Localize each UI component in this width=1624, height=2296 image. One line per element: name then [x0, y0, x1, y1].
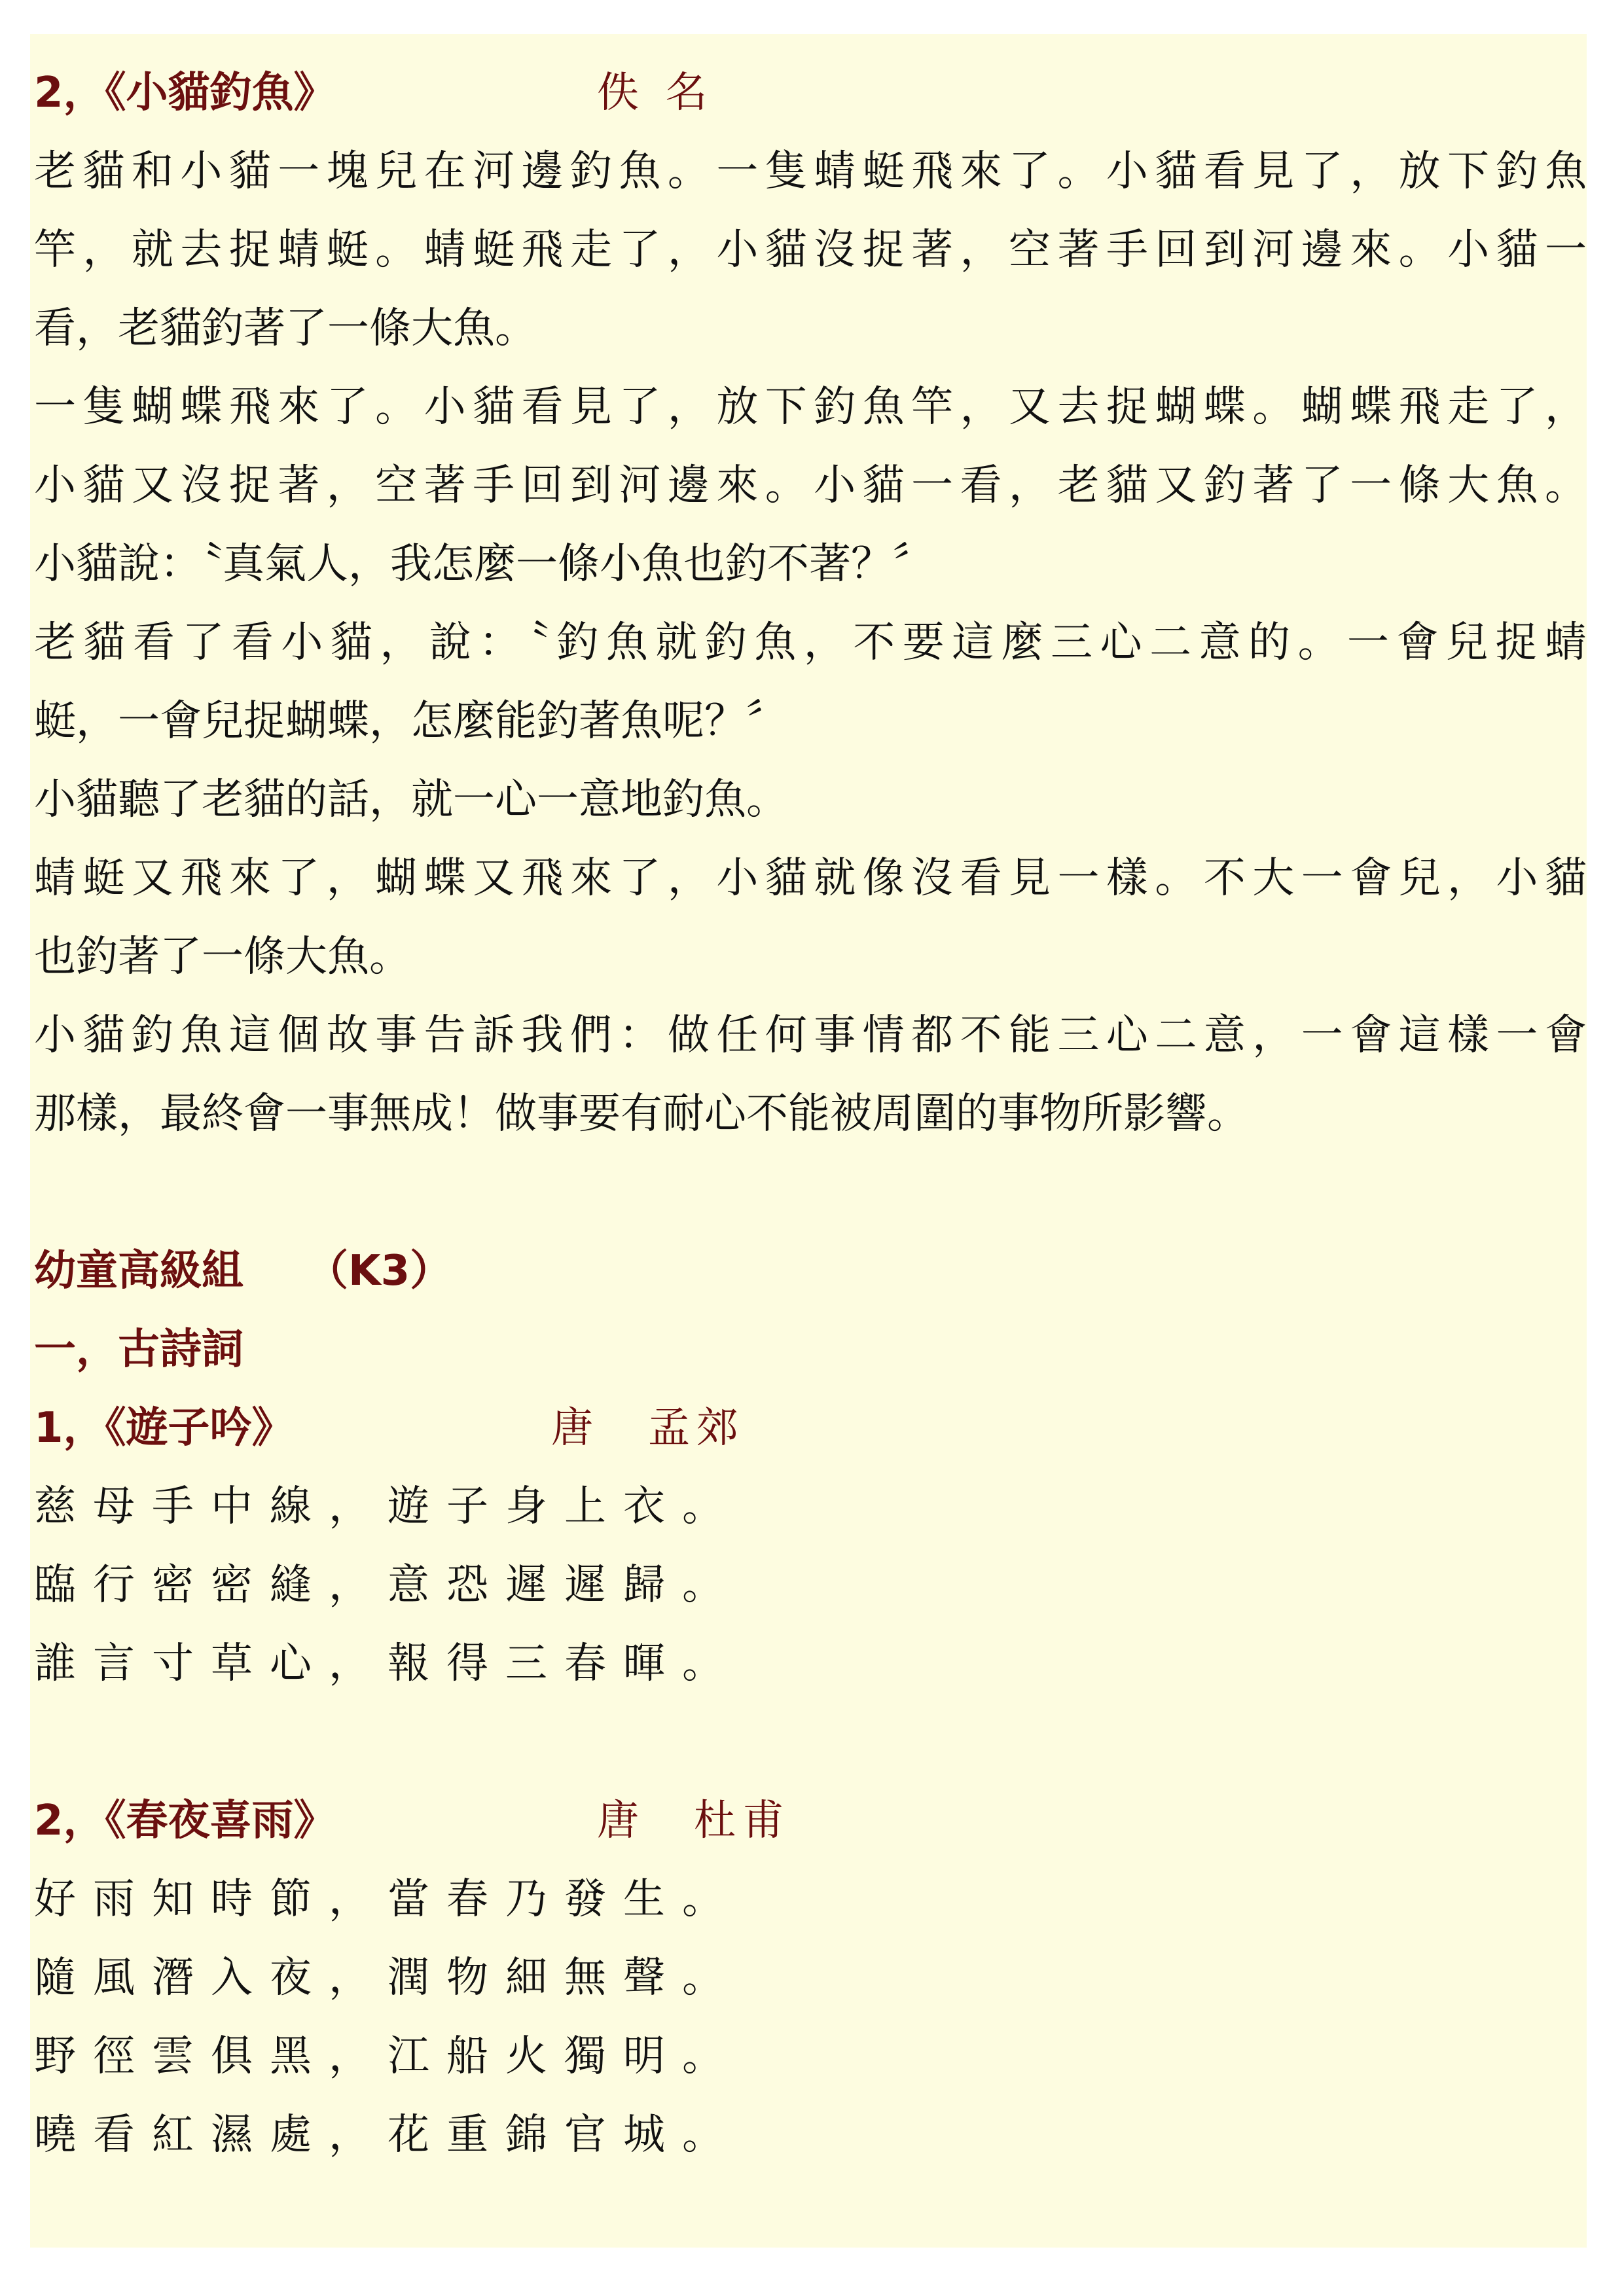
- section-spacer: [34, 1153, 1587, 1232]
- story-line: 老貓和小貓一塊兒在河邊釣魚。一隻蜻蜓飛來了。小貓看見了，放下釣魚: [34, 147, 1587, 196]
- poem2-title: 2，《春夜喜雨》: [34, 1797, 336, 1845]
- document-page: [30, 34, 1587, 2248]
- category-title: 一，古詩詞: [34, 1325, 244, 1374]
- story-line: 一隻蝴蝶飛來了。小貓看見了，放下釣魚竿，又去捉蝴蝶。蝴蝶飛走了，: [34, 383, 1587, 431]
- story-line: 老貓看了看小貓，說：〝釣魚就釣魚，不要這麼三心二意的。一會兒捉蜻: [34, 619, 1587, 667]
- poem2-author: 唐 杜甫: [597, 1797, 791, 1845]
- poem1-title: 1，《遊子吟》: [34, 1404, 294, 1452]
- document-content: [34, 54, 1587, 2174]
- story-line: 那樣，最終會一事無成！做事要有耐心不能被周圍的事物所影響。: [34, 1090, 1249, 1138]
- group-title: 幼童高級組 （K3）: [34, 1247, 452, 1295]
- story-heading: [34, 54, 1587, 132]
- story-line: 小貓聽了老貓的話，就一心一意地釣魚。: [34, 776, 788, 824]
- story-line: 竿，就去捉蜻蜓。蜻蜓飛走了，小貓沒捉著，空著手回到河邊來。小貓一: [34, 226, 1587, 274]
- poem1-line: 慈母手中線，遊子身上衣。: [34, 1482, 741, 1531]
- poem2-line: 好雨知時節，當春乃發生。: [34, 1875, 741, 1924]
- poem2-line: 隨風潛入夜，潤物細無聲。: [34, 1954, 741, 2002]
- poem1-heading: [34, 1389, 1587, 1467]
- poem1-line: 誰言寸草心，報得三春暉。: [34, 1640, 741, 1688]
- story-line: 小貓說：〝真氣人，我怎麼一條小魚也釣不著？〞: [34, 540, 935, 588]
- story-title: 2，《小貓釣魚》: [34, 69, 336, 117]
- poem2-line: 曉看紅濕處，花重錦官城。: [34, 2111, 741, 2159]
- story-line: 看，老貓釣著了一條大魚。: [34, 304, 537, 353]
- story-line: 小貓釣魚這個故事告訴我們：做任何事情都不能三心二意，一會這樣一會: [34, 1011, 1587, 1060]
- poem2-heading: [34, 1782, 1587, 1860]
- story-line: 蜓，一會兒捉蝴蝶，怎麼能釣著魚呢？〞: [34, 697, 788, 745]
- story-line: 小貓又沒捉著，空著手回到河邊來。小貓一看，老貓又釣著了一條大魚。: [34, 461, 1587, 510]
- story-author: 佚 名: [597, 69, 714, 117]
- story-line: 也釣著了一條大魚。: [34, 933, 411, 981]
- poem1-author: 唐 孟郊: [551, 1404, 745, 1452]
- story-line: 蜻蜓又飛來了，蝴蝶又飛來了，小貓就像沒看見一樣。不大一會兒，小貓: [34, 854, 1587, 903]
- section-spacer: [34, 1703, 1587, 1782]
- poem1-line: 臨行密密縫，意恐遲遲歸。: [34, 1561, 741, 1609]
- poem2-line: 野徑雲俱黑，江船火獨明。: [34, 2032, 741, 2081]
